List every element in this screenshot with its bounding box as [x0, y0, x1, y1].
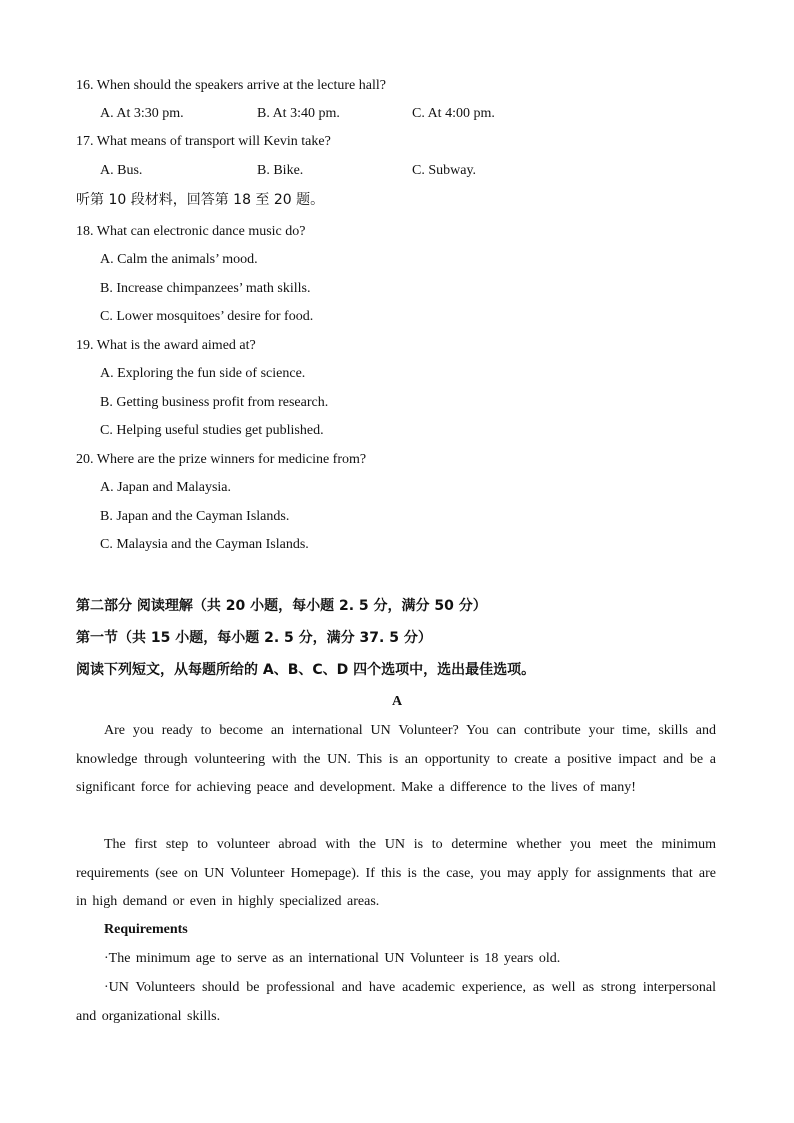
requirements-heading: Requirements — [104, 922, 188, 937]
question-16: 16. When should the speakers arrive at the lecture hall? — [76, 78, 386, 93]
q20-option-c: C. Malaysia and the Cayman Islands. — [100, 537, 309, 552]
question-17: 17. What means of transport will Kevin take? — [76, 134, 331, 149]
q20-option-a: A. Japan and Malaysia. — [100, 480, 232, 495]
q17-option-c: C. Subway. — [412, 163, 477, 178]
q18-option-b: B. Increase chimpanzees’ math skills. — [100, 281, 311, 296]
requirement-item-1: ·The minimum age to serve as an international UN Volunteer is 18 years old. — [104, 951, 561, 966]
part-heading: 第二部分 阅读理解（共 20 小题，每小题 2. 5 分，满分 50 分） — [76, 598, 487, 614]
q19-option-c: C. Helping useful studies get published. — [100, 423, 324, 438]
reading-instruction: 阅读下列短文，从每题所给的 A、B、C、D 四个选项中，选出最佳选项。 — [76, 662, 536, 678]
passage-label: A — [391, 694, 403, 709]
subsection-heading: 第一节（共 15 小题，每小题 2. 5 分，满分 37. 5 分） — [76, 630, 432, 646]
q16-option-b: B. At 3:40 pm. — [257, 106, 340, 121]
question-19: 19. What is the award aimed at? — [76, 338, 256, 353]
q17-option-a: A. Bus. — [100, 163, 143, 178]
q19-option-a: A. Exploring the fun side of science. — [100, 366, 306, 381]
question-20: 20. Where are the prize winners for medicine from? — [76, 452, 367, 467]
q20-option-b: B. Japan and the Cayman Islands. — [100, 509, 290, 524]
listening-instruction: 听第 10 段材料，回答第 18 至 20 题。 — [76, 192, 325, 208]
question-18: 18. What can electronic dance music do? — [76, 224, 306, 239]
q19-option-b: B. Getting business profit from research. — [100, 395, 329, 410]
q18-option-a: A. Calm the animals’ mood. — [100, 252, 258, 267]
q17-option-b: B. Bike. — [257, 163, 304, 178]
passage-paragraph-1: Are you ready to become an international UN Volunteer? You can contribute your time, skills and knowledge through volunteering with the UN. This is an opportunity to create a positive impact and be a significant force for achieving peace and development. Make a difference to the lives of many! — [76, 723, 716, 795]
q16-option-a: A. At 3:30 pm. — [100, 106, 184, 121]
q16-option-c: C. At 4:00 pm. — [412, 106, 495, 121]
requirement-item-2: ·UN Volunteers should be professional and have academic experience, as well as strong interpersonal and organizational skills. — [76, 980, 716, 1024]
q18-option-c: C. Lower mosquitoes’ desire for food. — [100, 309, 314, 324]
passage-paragraph-2: The first step to volunteer abroad with the UN is to determine whether you meet the minimum requirements (see on UN Volunteer Homepage). If this is the case, you may apply for assignments that are in high demand or even in highly specialized areas. — [76, 837, 716, 909]
